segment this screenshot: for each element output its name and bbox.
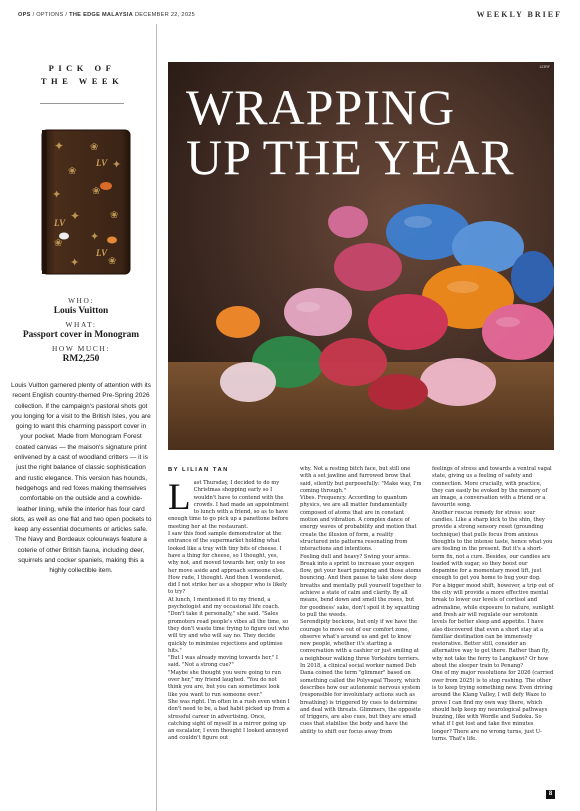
product-description: Louis Vuitton garnered plenty of attention with its recent English country-themed Pre-Spring 2026 collection. If the campaign's pastoral shots got you longing for a visit to the British Isles, you are going to want this charming passport cover in your pocket. Made from Monogram Forest coated canvas — the maison's signature print enlivened by a cast of woodland critters — it is just the right balance of classic sophistication and rustic elegance. This version has hounds, hedgehogs and red foxes making themselves comfortable on the outside and a cowhide-leather lining, while the interior has four card slots, as well as one flat and two open pockets to keep any essential documents or articles safe. The Navy and Bordeaux colourways feature a coterie of other British fauna, including deer, squirrels and cocker spaniels, making this a highly collectible item. (10, 382, 152, 575)
paragraph: She was right. I'm often in a rush even when I don't need to be, a bad habit picked up from a stressful career in advertising. Once, catching sight of myself in a mirror going up an escalator, I even thought I looked annoyed and couldn't figure out (168, 698, 290, 742)
article-column-3 (432, 466, 554, 743)
svg-text:LV: LV (96, 158, 108, 168)
issue-date: DECEMBER 22, 2025 (134, 12, 196, 18)
svg-text:✦: ✦ (54, 139, 65, 153)
column-divider (156, 24, 157, 811)
svg-text:✦: ✦ (52, 188, 62, 201)
paragraph: One of my major resolutions for 2026 (carried over from 2025) is to stop rushing. The other is to keep trying something new. Even driving around the Klang Valley, I will defy Waze to prove I can find my own way there, which should help keep my neurological pathways buzzing, like with Wordle and Sudoku. So what if I get lost and take five minutes longer? There are no wrong turns, just U-turns. That's life. (432, 670, 554, 742)
page-label: OPS (18, 12, 31, 18)
paragraph: why. Not a resting bitch face, but still one with a set jawline and furrowed brow that said, silently but purposefully: "Make way, I'm coming through." (300, 466, 422, 494)
paragraph: feelings of stress and towards a ventral vagal state, giving us a feeling of safety and connection. More crucially, with practice, they can easily be evoked by the memory of an image, a conversation with a friend or a favourite song. (432, 466, 552, 509)
svg-text:LV: LV (96, 248, 108, 258)
paragraph: Another rescue remedy for stress: sour candies. Like a sharp kick to the shin, they provide a strong sensory reset (grounding technique) that pulls focus from anxious thoughts to the intense taste, hence what you are feeling in the present. But it's a short-term fix, not a cure. Besides, our candies are loaded with sugar, so they boost our dopamine for a momentary mood lift, just enough to get you home to hug your dog. (432, 509, 553, 582)
svg-text:❀: ❀ (54, 238, 63, 249)
what-label: WHAT: (65, 320, 97, 329)
who-label: WHO: (67, 296, 95, 305)
running-header (18, 10, 562, 22)
running-header-left: OPS / OPTIONS / THE EDGE MALAYSIA DECEMBER 22, 2025 (18, 12, 196, 18)
paragraph: Serendipity beckons, but only if we have the courage to move out of our comfort zone, observe what's around us and get to know new people, whether it's starting a conversation with a cashier or just smiling at a neighbour walking three Yorkshire terriers. (300, 619, 420, 662)
svg-text:❀: ❀ (110, 210, 119, 221)
page-number: 8 (546, 790, 555, 799)
svg-text:❀: ❀ (68, 166, 77, 177)
publication-name: THE EDGE MALAYSIA (69, 12, 134, 18)
paragraph: "But I was already moving towards her," I said. "Not a strong cue?" (168, 655, 278, 669)
title-rule (40, 103, 124, 104)
paragraph: ast Thursday, I decided to do my Christmas shopping early so I wouldn't have to contend with the crowds. I had made an appointment to lunch with a friend, so as to have enough time to go pick up a panettone before meeting her at the restaurant. (168, 480, 289, 530)
svg-text:✦: ✦ (90, 230, 100, 243)
svg-text:❀: ❀ (108, 256, 117, 267)
price-label: HOW MUCH: (52, 344, 110, 353)
article-column-2 (300, 466, 422, 736)
hero-image (168, 62, 554, 450)
svg-text:✦: ✦ (70, 209, 81, 223)
svg-text:✦: ✦ (112, 158, 122, 171)
brand-name: Louis Vuitton (53, 306, 109, 316)
headline-line-2: UP THE YEAR (186, 129, 515, 185)
paragraph: Vibes. Frequency. According to quantum physics, we are all matter fundamentally composed of atoms that are in constant motion and vibration. A complex dance of energy waves of probability and motion that create the illusion of form, a reality structured into patterns resonating from interactions and intentions. (300, 495, 417, 553)
passport-cover-image (40, 128, 132, 276)
photo-credit: 123RF (539, 65, 550, 69)
section-title: WEEKLY BRIEF (476, 10, 562, 19)
product-price: RM2,250 (62, 354, 100, 364)
product-details (16, 296, 146, 365)
product-name: Passport cover in Monogram (22, 330, 140, 340)
paragraph: Feeling dull and heavy? Swing your arms. Break into a sprint to increase your oxygen flow, get your heart pumping and those atoms bouncing. And then pause to take slow deep breaths and mentally pull yourself together to achieve a state of calm and clarity. By all means, bend down and smell the roses, but for goodness' sake, don't spoil it by squatting to pull the weeds. (300, 553, 422, 618)
pick-of-week-title: PICK OF THE WEEK (40, 63, 124, 86)
paragraph: For a bigger mood shift, however, a trip out of the city will provide a more effective mental break to lower our levels of cortisol and adrenaline, while exposure to nature, sunlight and fresh air will regulate our serotonin levels for better sleep and appetite. I have also discovered that even a short stay at a familiar destination can be immensely restorative. Better still, consider an alternative way to get there. Rather than fly, why not take the ferry to Langkawi? Or how about the sleeper train to Penang? (432, 582, 554, 670)
headline-line-1: WRAPPING (186, 79, 456, 135)
drop-cap: L (168, 477, 191, 518)
paragraph: I saw this food sample demonstrator at the entrance of the supermarket holding what looked like a tray with tiny bits of cheese. I have a thing for cheese, so I thought, yes, why not, and moved towards her, only to see her move aside and approach someone else. How rude, I thought. And then I wondered, did I not strike her as a shopper who is likely to try? (168, 531, 287, 596)
section-label: OPTIONS (36, 12, 64, 18)
article-column-1 (168, 477, 290, 743)
paragraph: "Maybe she thought you were going to run over her," my friend laughed. "You do not think you are, but you can sometimes look like you want to run someone over." (168, 669, 281, 698)
svg-text:❀: ❀ (92, 186, 101, 197)
paragraph: At lunch, I mentioned it to my friend, a psychologist and my occasional life coach. "Don't take it personally," she said. "Sales promoters read people's vibes all the time, so they don't waste time trying to figure out who will try and who will say no. They decide quickly to minimise rejections and optimise hits." (168, 596, 290, 654)
svg-text:✦: ✦ (70, 256, 80, 269)
paragraph: In 2018, a clinical social worker named Deb Dana coined the term "glimmer" based on something called the Polyvagal Theory, which describes how our autonomic nervous system (responsible for involuntary actions such as breathing) is triggered by cues to determine and deal with threats. Glimmers, the opposite of triggers, are also cues, but they are small cues that stabilise the body and have the ability to shift our focus away from (300, 663, 421, 735)
byline: BY LILIAN TAN (168, 467, 229, 473)
svg-text:❀: ❀ (90, 142, 99, 153)
headline (186, 79, 546, 185)
svg-text:LV: LV (54, 218, 66, 228)
